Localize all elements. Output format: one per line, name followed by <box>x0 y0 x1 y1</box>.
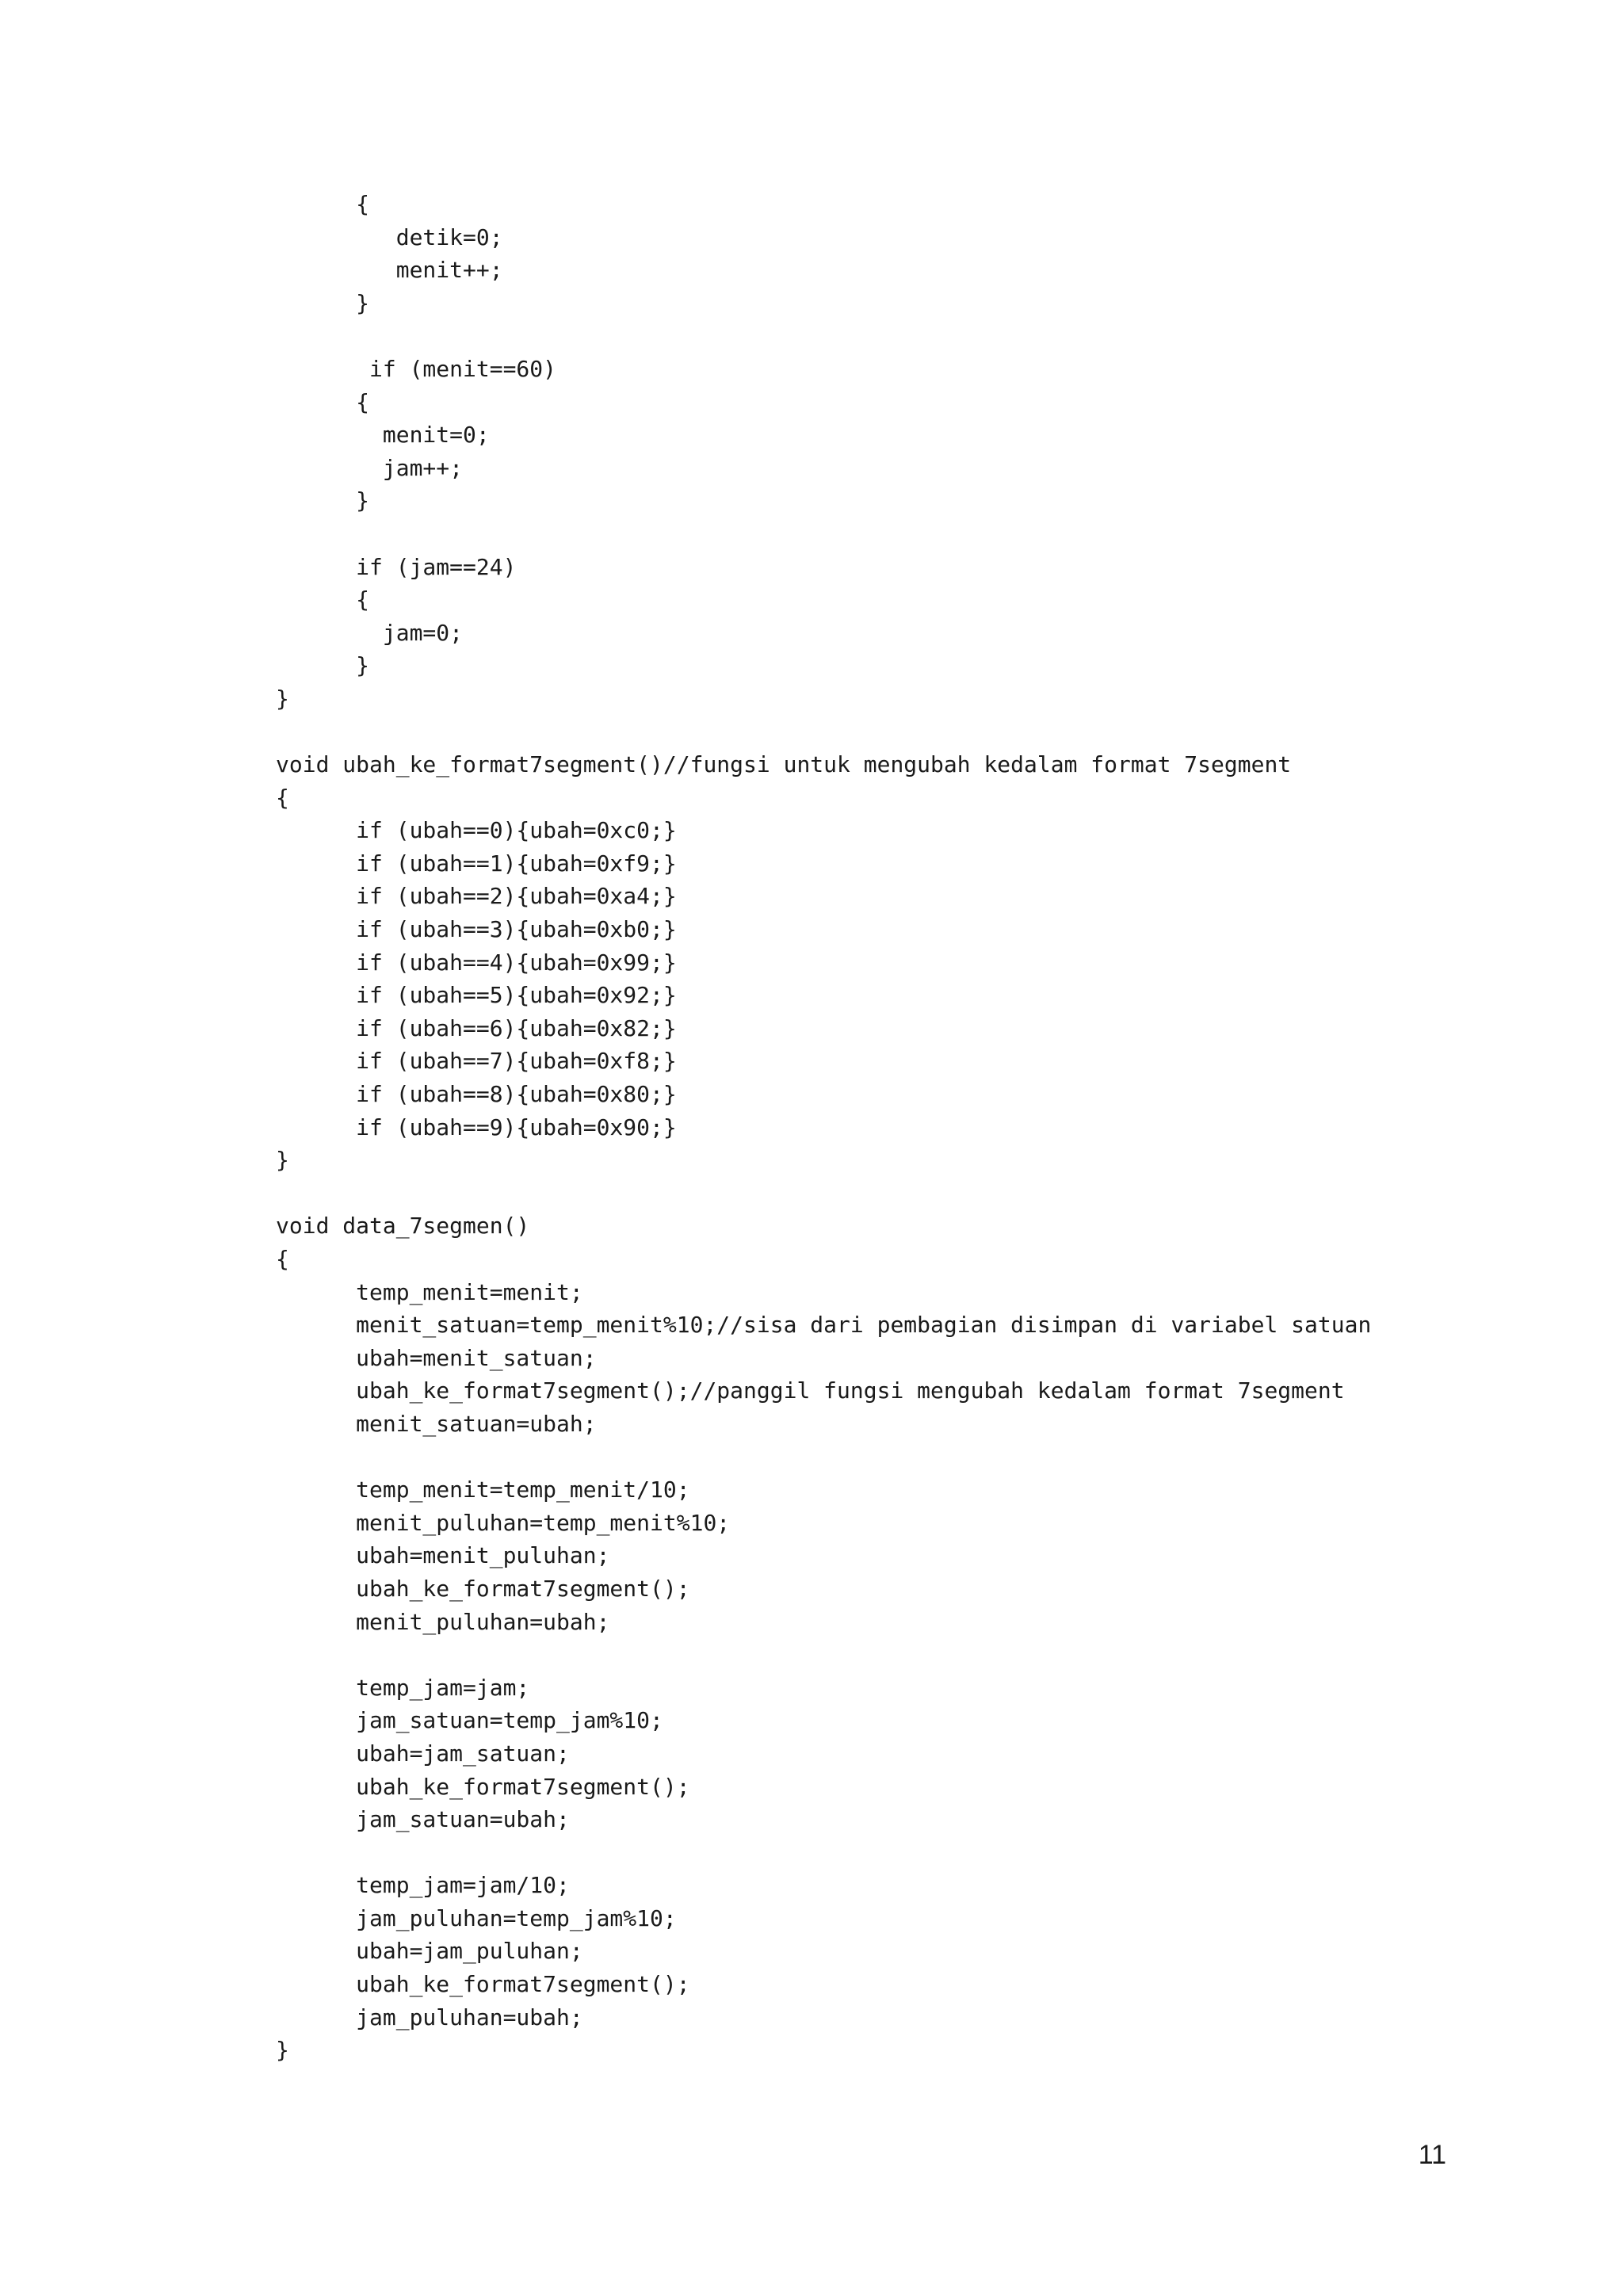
code-line: if (jam==24) <box>276 553 517 580</box>
code-listing <box>276 188 1371 2067</box>
code-line: } <box>276 289 370 316</box>
code-line: } <box>276 2037 289 2064</box>
code-line: if (menit==60) <box>276 355 557 382</box>
code-line: { <box>276 1246 289 1272</box>
code-line: temp_jam=jam; <box>276 1674 530 1701</box>
page-number: 11 <box>1418 2140 1446 2170</box>
code-line: if (ubah==8){ubah=0x80;} <box>276 1081 677 1108</box>
code-line: if (ubah==0){ubah=0xc0;} <box>276 817 677 844</box>
code-line <box>276 1177 1371 1210</box>
code-line: ubah=jam_satuan; <box>276 1740 570 1767</box>
code-line <box>276 716 1371 749</box>
code-line: ubah=jam_puluhan; <box>276 1938 583 1965</box>
code-line: temp_jam=jam/10; <box>276 1872 570 1899</box>
code-line: menit_satuan=ubah; <box>276 1410 597 1437</box>
code-line: } <box>276 652 370 679</box>
code-line: jam_puluhan=temp_jam%10; <box>276 1904 677 1931</box>
code-line: jam++; <box>276 454 464 481</box>
code-line: jam=0; <box>276 619 464 646</box>
code-line: { <box>276 586 370 613</box>
code-line: { <box>276 784 289 811</box>
code-line: ubah_ke_format7segment(); <box>276 1575 690 1602</box>
code-line: jam_satuan=ubah; <box>276 1806 570 1833</box>
code-line: if (ubah==9){ubah=0x90;} <box>276 1114 677 1140</box>
code-line: menit++; <box>276 257 503 284</box>
code-line: ubah=menit_puluhan; <box>276 1542 610 1569</box>
code-line: menit=0; <box>276 422 490 449</box>
code-line: void data_7segmen() <box>276 1213 530 1240</box>
code-line <box>276 1836 1371 1870</box>
code-line: if (ubah==1){ubah=0xf9;} <box>276 850 677 877</box>
code-line: if (ubah==3){ubah=0xb0;} <box>276 916 677 943</box>
code-line <box>276 518 1371 551</box>
code-line: menit_satuan=temp_menit%10;//sisa dari pembagian disimpan di variabel satuan <box>276 1312 1372 1339</box>
code-line: jam_satuan=temp_jam%10; <box>276 1707 663 1734</box>
code-line <box>276 1441 1371 1474</box>
code-line: if (ubah==5){ubah=0x92;} <box>276 982 677 1009</box>
code-line: menit_puluhan=ubah; <box>276 1608 610 1635</box>
code-line: jam_puluhan=ubah; <box>276 2004 583 2030</box>
code-line: if (ubah==2){ubah=0xa4;} <box>276 883 677 910</box>
code-line: detik=0; <box>276 223 503 250</box>
code-line: ubah_ke_format7segment(); <box>276 1971 690 1998</box>
code-line <box>276 319 1371 353</box>
code-line: { <box>276 388 370 415</box>
code-line: void ubah_ke_format7segment()//fungsi untuk mengubah kedalam format 7segment <box>276 751 1292 778</box>
code-line: } <box>276 1147 289 1174</box>
code-line: if (ubah==7){ubah=0xf8;} <box>276 1048 677 1075</box>
code-line: } <box>276 685 289 712</box>
code-line <box>276 1638 1371 1671</box>
code-line: if (ubah==4){ubah=0x99;} <box>276 949 677 976</box>
code-line: ubah=menit_satuan; <box>276 1344 597 1371</box>
code-line: } <box>276 487 370 514</box>
code-line: if (ubah==6){ubah=0x82;} <box>276 1014 677 1041</box>
code-line: { <box>276 191 370 217</box>
code-line: ubah_ke_format7segment();//panggil fungsi mengubah kedalam format 7segment <box>276 1377 1345 1404</box>
code-line: ubah_ke_format7segment(); <box>276 1773 690 1800</box>
code-line: menit_puluhan=temp_menit%10; <box>276 1509 731 1536</box>
code-line: temp_menit=temp_menit/10; <box>276 1477 690 1503</box>
code-line: temp_menit=menit; <box>276 1278 583 1305</box>
